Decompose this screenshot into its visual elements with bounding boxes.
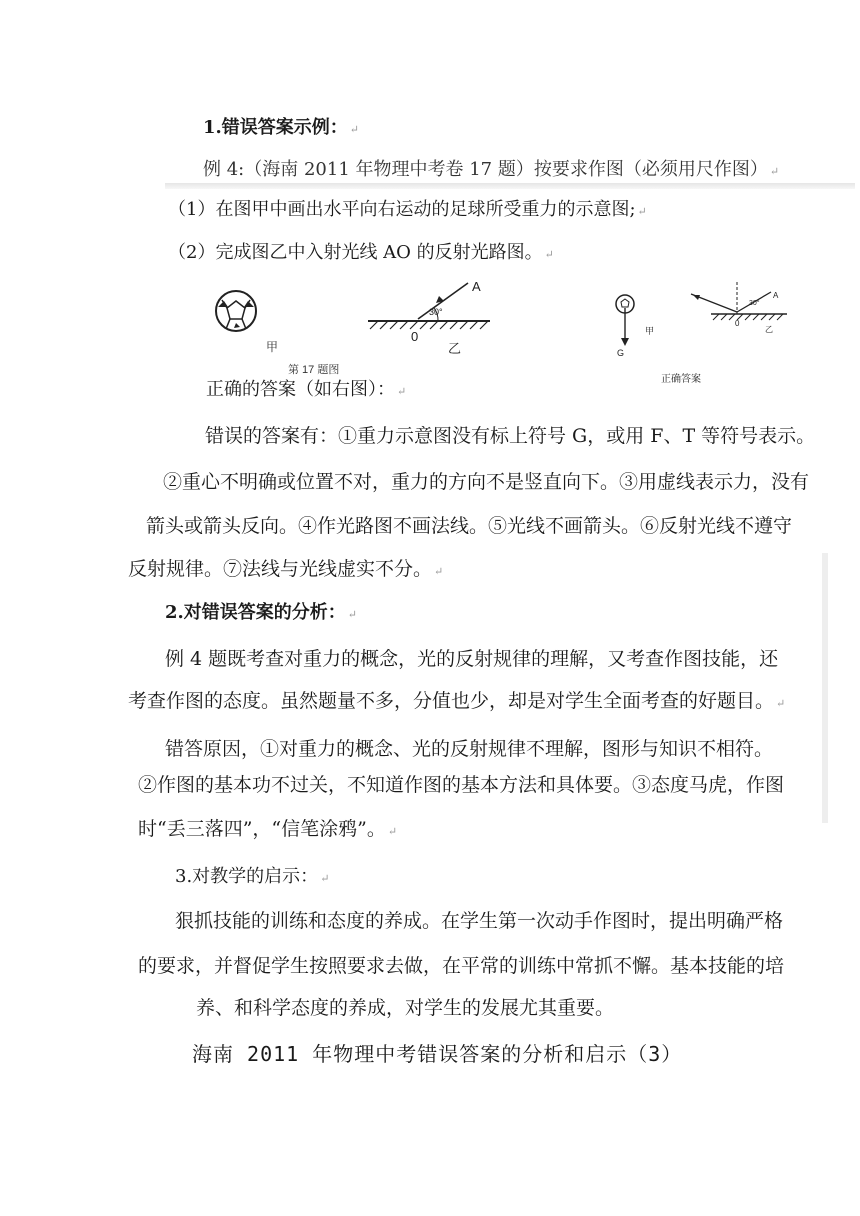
paragraph-mark-icon: ↵ [397, 385, 407, 398]
wrong-answers-line-1: 错误的答案有：①重力示意图没有标上符号 G，或用 F、T 等符号表示。 [205, 425, 816, 447]
wrong-answers-line-4: 反射规律。⑦法线与光线虚实不分。 ↵ [128, 558, 444, 580]
label-jia: 甲 [266, 340, 279, 354]
scan-edge-shade [822, 553, 828, 823]
section3-heading: 3.对教学的启示： ↵ [175, 866, 330, 887]
answer-label-yi: 乙 [765, 325, 773, 334]
football-icon [216, 291, 256, 331]
section1-heading: 1.错误答案示例： ↵ [203, 117, 360, 138]
arrow-down-icon [621, 338, 629, 346]
label-g: G [617, 348, 625, 358]
question-2: （2）完成图乙中入射光线 AO 的反射光路图。 ↵ [168, 242, 554, 263]
label-o: 0 [411, 329, 419, 344]
correct-answer-label: 正确的答案（如右图）： ↵ [206, 379, 407, 400]
answer-label-jia: 甲 [645, 326, 655, 336]
paragraph-mark-icon: ↵ [769, 165, 780, 178]
wrong-answers-line-2: ②重心不明确或位置不对，重力的方向不是竖直向下。③用虚线表示力，没有 [163, 471, 810, 493]
paragraph-mark-icon: ↵ [434, 565, 444, 578]
teaching-line1: 狠抓技能的训练和态度的养成。在学生第一次动手作图时，提出明确严格 [175, 910, 784, 932]
paragraph-mark-icon: ↵ [637, 205, 647, 218]
paragraph-mark-icon: ↵ [387, 825, 398, 838]
paragraph-mark-icon: ↵ [347, 608, 358, 621]
answer-caption: 正确答案 [661, 374, 701, 385]
answer-label-o: 0 [735, 319, 740, 328]
section2-heading: 2.对错误答案的分析： ↵ [165, 602, 358, 623]
label-yi: 乙 [448, 341, 462, 356]
analysis-para1-line2: 考查作图的态度。虽然题量不多，分值也少，却是对学生全面考查的好题目。 ↵ [128, 690, 786, 712]
scan-strip [165, 183, 855, 189]
answer-figure [605, 278, 805, 388]
paragraph-mark-icon: ↵ [320, 872, 330, 885]
ray-arrow-icon [693, 295, 700, 300]
label-a: A [472, 279, 481, 294]
example-title: 例 4:（海南 2011 年物理中考卷 17 题）按要求作图（必须用尺作图） ↵ [203, 159, 780, 180]
analysis-para2-line1: 错答原因，①对重力的概念、光的反射规律不理解，图形与知识不相符。 [165, 738, 774, 760]
question-figure [200, 275, 520, 385]
teaching-line2: 的要求，并督促学生按照要求去做，在平常的训练中常抓不懈。基本技能的培 [138, 955, 785, 977]
document-title: 海南 2011 年物理中考错误答案的分析和启示（3） [192, 1042, 683, 1066]
paragraph-mark-icon: ↵ [544, 248, 554, 261]
analysis-para1-line1: 例 4 题既考查对重力的概念，光的反射规律的理解，又考查作图技能，还 [165, 648, 779, 670]
analysis-para2-line3: 时“丢三落四”，“信笔涂鸦”。 ↵ [138, 818, 398, 840]
mirror-surface [368, 321, 490, 329]
figure-caption: 第 17 题图 [288, 364, 340, 376]
question-1: （1）在图甲中画出水平向右运动的足球所受重力的示意图; ↵ [168, 199, 647, 220]
answer-angle: 30° [749, 300, 760, 307]
analysis-para2-line2: ②作图的基本功不过关，不知道作图的基本方法和具体要。③态度马虎，作图 [138, 774, 785, 796]
angle-label: 30° [429, 307, 443, 317]
answer-label-a: A [773, 291, 779, 300]
wrong-answers-line-3: 箭头或箭头反向。④作光路图不画法线。⑤光线不画箭头。⑥反射光线不遵守 [146, 515, 793, 537]
teaching-line3: 养、和科学态度的养成，对学生的发展尤其重要。 [196, 997, 615, 1019]
paragraph-mark-icon: ↵ [776, 697, 786, 710]
paragraph-mark-icon: ↵ [349, 123, 360, 136]
